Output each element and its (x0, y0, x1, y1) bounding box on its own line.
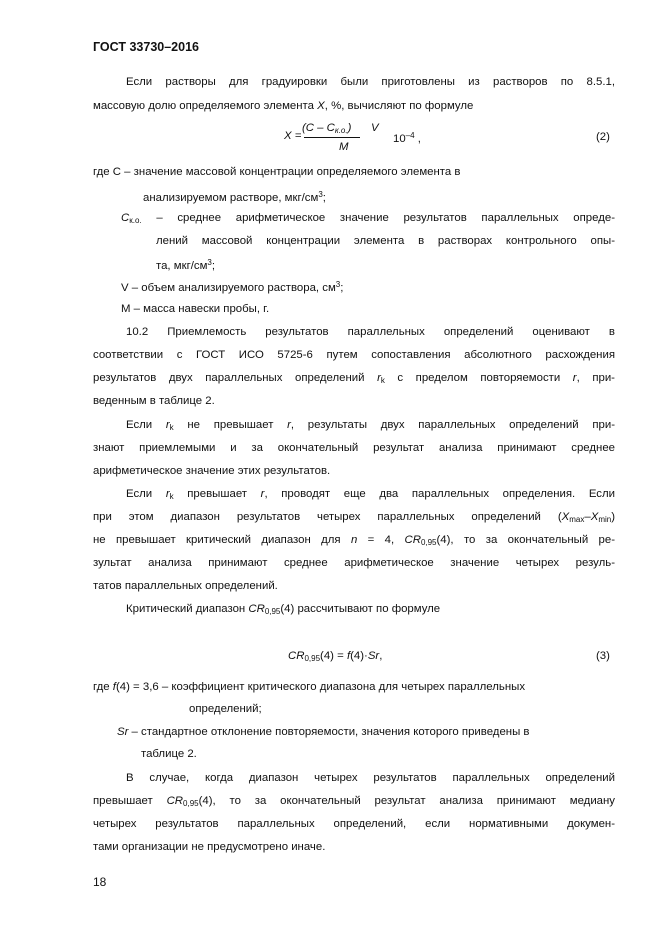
para-5-line-1: Критический диапазон $CR_{0,95}(4)$ рассчитывают по формуле (126, 603, 441, 616)
para-10-2-line-1: 10.2 Приемлемость результатов параллельных определений оценивают в (126, 326, 615, 338)
para-6-line-3: четырех результатов параллельных определений, если нормативными докумен- (93, 818, 615, 830)
para-10-2-line-2: соответствии с ГОСТ ИСО 5725-6 путем сопоставления абсолютного расхождения (93, 349, 615, 361)
para-4-line-1: Если $r_k$ превышает r, проводят еще два параллельных определения. Если (126, 488, 615, 501)
def-cko-line-3: та, мкг/$см^3$; (156, 258, 216, 272)
fraction-bar (304, 137, 360, 138)
para-4-line-2: при этом диапазон результатов четырех параллельных определений $(X_{max}-X_{min})$ (93, 511, 615, 524)
def-f-line-1: где f(4) = 3,6 – коэффициент критического диапазона для четырех параллельных (93, 681, 526, 693)
formula-2-number: (2) (596, 131, 610, 143)
formula-3: $CR_{0,95}(4) = f(4)\cdot Sr$, (288, 650, 383, 663)
def-v: V – объем анализируемого раствора, $см^3$; (121, 280, 344, 294)
para-3-line-1: Если $r_k$ не превышает r, результаты двух параллельных определений при- (126, 419, 615, 432)
def-f-line-2: определений; (189, 703, 262, 715)
para-6-line-4: тами организации не предусмотрено иначе. (93, 841, 326, 853)
para-10-2-line-4: веденным в таблице 2. (93, 395, 215, 407)
page-number: 18 (93, 875, 107, 889)
para-1-line-2: массовую долю определяемого элемента X, %, вычисляют по формуле (93, 100, 474, 112)
para-3-line-3: арифметическое значение этих результатов. (93, 465, 331, 477)
document-header: ГОСТ 33730–2016 (93, 40, 199, 54)
para-10-2-line-3: результатов двух параллельных определений $r_k$ с пределом повторяемости r, при- (93, 372, 615, 385)
def-cko-line-1: $C_{к.о.}$ – среднее арифметическое значение результатов параллельных опреде- (121, 212, 615, 225)
def-c-line-2: анализируемом растворе, мкг/$см^3$; (143, 190, 326, 204)
para-3-line-2: знают приемлемыми и за окончательный результат анализа принимают среднее (93, 442, 615, 454)
def-cko-line-2: лений массовой концентрации элемента в растворах контрольного опы- (156, 235, 615, 247)
para-4-line-4: зультат анализа принимают среднее арифметическое значение четырех резуль- (93, 557, 615, 569)
para-1-line-1: Если растворы для градуировки были приготовлены из растворов по 8.5.1, (126, 76, 615, 88)
formula-3-number: (3) (596, 650, 610, 662)
def-c-line-1: где C – значение массовой концентрации определяемого элемента в (93, 166, 461, 178)
para-6-line-1: В случае, когда диапазон четырех результатов параллельных определений (126, 772, 615, 784)
para-4-line-3: не превышает критический диапазон для n = 4, $CR_{0,95}(4)$, то за окончательный ре- (93, 534, 615, 547)
def-m: M – масса навески пробы, г. (121, 303, 270, 315)
formula-2-numerator: $(C - C_{к.о.})$ (302, 122, 352, 135)
def-sr-line-1: Sr – стандартное отклонение повторяемости, значения которого приведены в (117, 726, 530, 738)
para-6-line-2: превышает $CR_{0,95}(4)$, то за окончательный результат анализа принимают медиану (93, 795, 615, 808)
def-sr-line-2: таблице 2. (141, 748, 197, 760)
para-4-line-5: татов параллельных определений. (93, 580, 278, 592)
